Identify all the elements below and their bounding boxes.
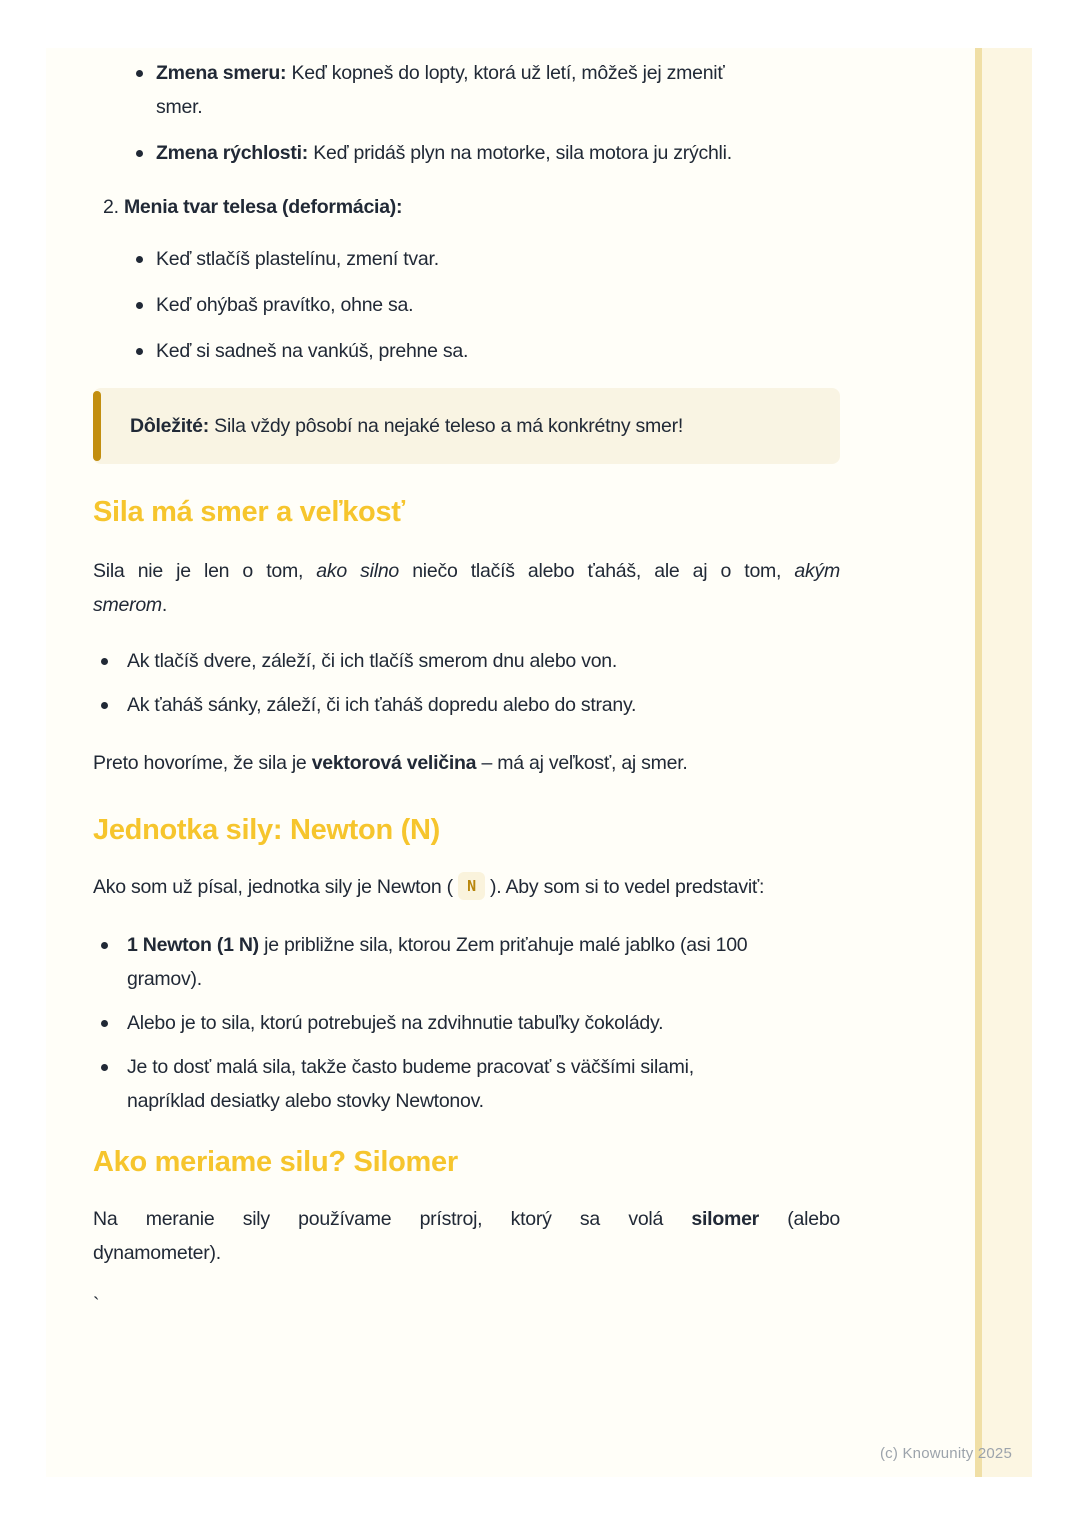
deformation-examples-bullet-list [93,242,840,368]
text-line: dynamometer). [93,1242,221,1264]
list-item: Keď stlačíš plastelínu, zmení tvar. [93,242,840,276]
direction-intro-paragraph [93,554,840,622]
list-item: Keď si sadneš na vankúš, prehne sa. [93,334,840,368]
list-item: Keď ohýbaš pravítko, ohne sa. [93,288,840,322]
text-line: smerom. [93,594,168,616]
text-line: Na meranie sily používame prístroj, ktorý sa volá silomer (alebo [93,1208,841,1230]
numbered-item-deformation: 2. Menia tvar telesa (deformácia): [103,196,403,218]
page-content [46,48,1032,1322]
stray-backtick-character: ` [93,1294,100,1316]
copyright-footer: (c) Knowunity 2025 [879,1445,1012,1462]
list-item: Zmena rýchlosti: Keď pridáš plyn na motorke, sila motora ju zrýchli. [93,136,840,170]
direction-examples-bullet-list [93,644,840,722]
heading-direction-magnitude: Sila má smer a veľkosť [93,496,405,528]
vector-quantity-paragraph: Preto hovoríme, že sila je vektorová veličina – má aj veľkosť, aj smer. [93,752,688,774]
list-item: Je to dosť malá sila, takže často budeme pracovať s väčšími silami, napríklad desiatky alebo stovky Newtonov. [93,1050,840,1118]
newton-intro-paragraph: Ako som už písal, jednotka sily je Newton ( N ). Aby som si to vedel predstaviť: [93,870,840,904]
newton-examples-bullet-list [93,928,840,1118]
newton-unit-badge: N [458,872,485,900]
list-item: Alebo je to sila, ktorú potrebuješ na zdvihnutie tabuľky čokolády. [93,1006,840,1040]
text-line: Sila nie je len o tom, ako silno niečo tlačíš alebo ťaháš, ale aj o tom, akým [93,560,840,582]
document-page [46,48,1032,1477]
list-item: Zmena smeru: Keď kopneš do lopty, ktorá už letí, môžeš jej zmeniť smer. [93,56,840,124]
list-item: Ak ťaháš sánky, záleží, či ich ťaháš dopredu alebo do strany. [93,688,840,722]
important-callout: Dôležité: Sila vždy pôsobí na nejaké teleso a má konkrétny smer! [93,388,840,464]
measuring-intro-paragraph [93,1202,840,1270]
heading-measuring-force: Ako meriame silu? Silomer [93,1146,458,1178]
list-item: Ak tlačíš dvere, záleží, či ich tlačíš smerom dnu alebo von. [93,644,840,678]
heading-unit-newton: Jednotka sily: Newton (N) [93,814,440,846]
force-effects-bullet-list [93,56,840,170]
list-item: 1 Newton (1 N) je približne sila, ktorou Zem priťahuje malé jablko (asi 100 gramov). [93,928,840,996]
